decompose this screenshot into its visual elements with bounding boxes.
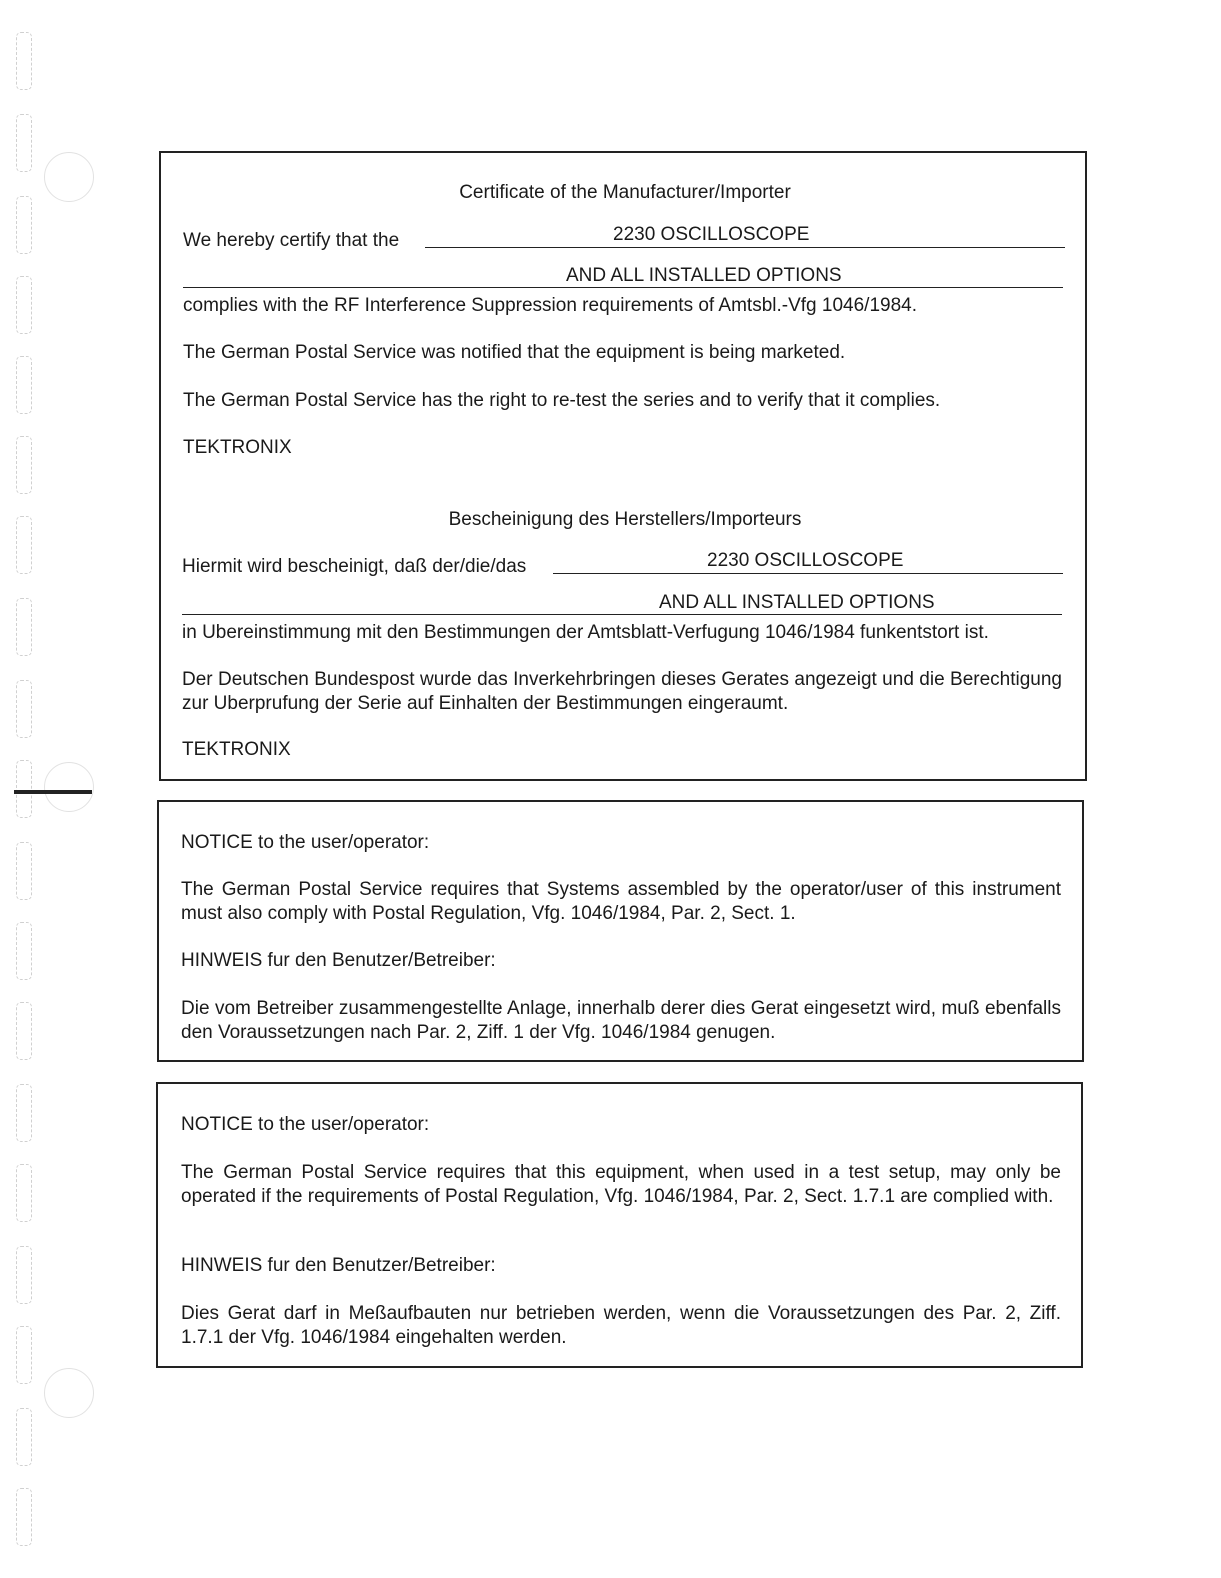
certificate-box [159, 151, 1087, 781]
binder-hole [44, 152, 94, 202]
notice-heading-de: HINWEIS fur den Benutzer/Betreiber: [181, 950, 496, 971]
notice-de: Der Deutschen Bundespost wurde das Inverkehrbringen dieses Gerates angezeigt und die Berechtigung zur Uberprufung der Serie auf Einhalten der Bestimmungen eingeraumt. [182, 669, 1062, 714]
complies-de: in Ubereinstimmung mit den Bestimmungen der Amtsblatt-Verfugung 1046/1984 funkentstort ist. [182, 622, 989, 643]
options-en: AND ALL INSTALLED OPTIONS [566, 265, 842, 286]
punch-mark [16, 1488, 32, 1546]
fill-in-line [183, 287, 1063, 288]
binder-mark [14, 790, 92, 794]
punch-mark [16, 196, 32, 254]
binder-hole [44, 1368, 94, 1418]
punch-mark [16, 436, 32, 494]
punch-mark [16, 516, 32, 574]
notice-body-en: The German Postal Service requires that Systems assembled by the operator/user of this instrument must also comply with Postal Regulation, Vfg. 1046/1984, Par. 2, Sect. 1. [181, 879, 1061, 924]
punch-mark [16, 598, 32, 656]
punch-mark [16, 32, 32, 90]
punch-mark [16, 114, 32, 172]
punch-mark [16, 276, 32, 334]
notice-heading-en: NOTICE to the user/operator: [181, 1114, 430, 1135]
punch-mark [16, 1084, 32, 1142]
punch-mark [16, 922, 32, 980]
company-en: TEKTRONIX [183, 437, 292, 458]
notice-box-systems [157, 800, 1084, 1062]
fill-in-line [182, 614, 1062, 615]
fill-in-line [553, 573, 1063, 574]
retest-en: The German Postal Service has the right to re-test the series and to verify that it complies. [183, 390, 941, 411]
binder-hole [44, 762, 94, 812]
punch-mark [16, 842, 32, 900]
fill-in-line [425, 247, 1065, 248]
product-name-en: 2230 OSCILLOSCOPE [613, 224, 810, 245]
notice-body-de: Die vom Betreiber zusammengestellte Anlage, innerhalb derer dies Gerat eingesetzt wird, muß ebenfalls den Voraussetzungen nach Par. 2, Ziff. 1 der Vfg. 1046/1984 genugen. [181, 998, 1061, 1043]
certificate-title-en: Certificate of the Manufacturer/Importer [459, 182, 791, 203]
notice-heading-de: HINWEIS fur den Benutzer/Betreiber: [181, 1255, 496, 1276]
punch-mark [16, 356, 32, 414]
punch-mark [16, 1326, 32, 1384]
complies-en: complies with the RF Interference Suppression requirements of Amtsbl.-Vfg 1046/1984. [183, 295, 917, 316]
notice-body-en: The German Postal Service requires that this equipment, when used in a test setup, may only be operated if the requirements of Postal Regulation, Vfg. 1046/1984, Par. 2, Sect. 1.7.1 are complied with. [181, 1162, 1061, 1207]
certify-prefix-en: We hereby certify that the [183, 230, 400, 251]
notice-body-de: Dies Gerat darf in Meßaufbauten nur betrieben werden, wenn die Voraussetzungen des Par. 2, Ziff. 1.7.1 der Vfg. 1046/1984 eingehalten werden. [181, 1303, 1061, 1348]
punch-mark [16, 760, 32, 818]
company-de: TEKTRONIX [182, 739, 291, 760]
notice-heading-en: NOTICE to the user/operator: [181, 832, 430, 853]
certificate-title-de: Bescheinigung des Herstellers/Importeurs [448, 509, 802, 530]
punch-mark [16, 1246, 32, 1304]
notice-box-test-setup [156, 1082, 1083, 1368]
punch-mark [16, 1164, 32, 1222]
options-de: AND ALL INSTALLED OPTIONS [659, 592, 935, 613]
punch-mark [16, 1002, 32, 1060]
product-name-de: 2230 OSCILLOSCOPE [707, 550, 904, 571]
notified-en: The German Postal Service was notified that the equipment is being marketed. [183, 342, 846, 363]
punch-mark [16, 1408, 32, 1466]
certify-prefix-de: Hiermit wird bescheinigt, daß der/die/das [182, 556, 527, 577]
punch-mark [16, 680, 32, 738]
